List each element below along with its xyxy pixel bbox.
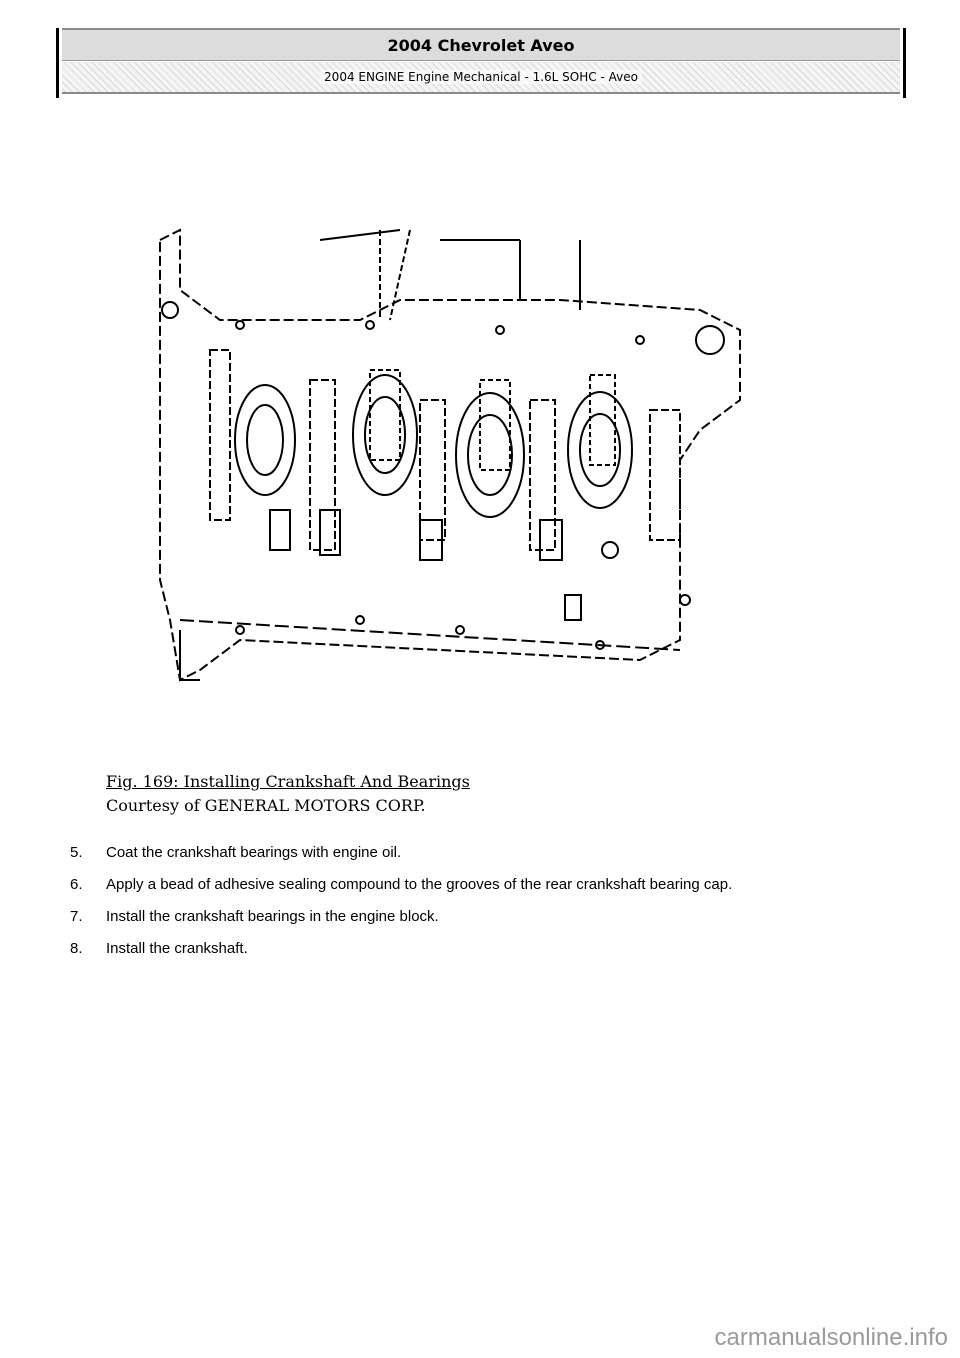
header-subtitle: 2004 ENGINE Engine Mechanical - 1.6L SOHC - Aveo xyxy=(320,70,642,84)
procedure-steps xyxy=(70,842,870,970)
page-header xyxy=(56,28,906,94)
site-watermark: carmanualsonline.info xyxy=(714,1324,948,1351)
engine-block-illustration xyxy=(140,200,760,700)
list-item xyxy=(70,842,870,864)
header-left-rule xyxy=(56,28,59,98)
step-number: 6. xyxy=(70,876,83,893)
header-subtitle-bar xyxy=(62,62,900,94)
step-text: Install the crankshaft. xyxy=(106,940,248,957)
caption-title: Fig. 169: Installing Crankshaft And Bearings xyxy=(106,772,470,791)
list-item xyxy=(70,938,870,960)
list-item xyxy=(70,906,870,928)
header-right-rule xyxy=(903,28,906,98)
figure-caption xyxy=(106,770,470,818)
step-text: Coat the crankshaft bearings with engine oil. xyxy=(106,844,402,861)
step-number: 7. xyxy=(70,908,83,925)
header-title: 2004 Chevrolet Aveo xyxy=(62,28,900,61)
step-number: 5. xyxy=(70,844,83,861)
crankshaft-bearings-drawing xyxy=(140,200,760,700)
step-text: Install the crankshaft bearings in the engine block. xyxy=(106,908,439,925)
list-item xyxy=(70,874,870,896)
caption-credit: Courtesy of GENERAL MOTORS CORP. xyxy=(106,796,426,815)
step-text: Apply a bead of adhesive sealing compound to the grooves of the rear crankshaft bearing cap. xyxy=(106,876,733,893)
step-number: 8. xyxy=(70,940,83,957)
